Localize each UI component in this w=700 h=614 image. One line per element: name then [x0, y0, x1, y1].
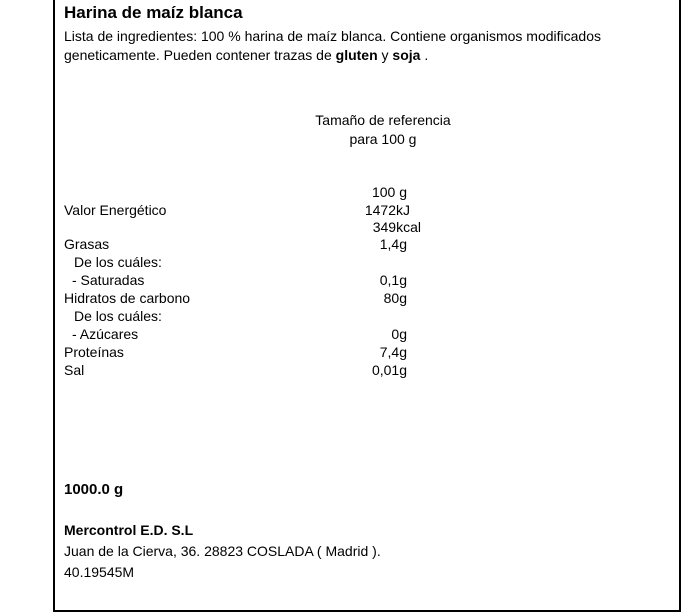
- saturated-label: - Saturadas: [72, 272, 145, 288]
- energy-kj-value: 1472kJ: [364, 202, 410, 218]
- saturated-value: 0,1g: [379, 272, 407, 288]
- product-title: Harina de maíz blanca: [64, 3, 243, 22]
- allergen-soja: soja: [392, 47, 421, 63]
- allergen-gluten: gluten: [335, 47, 378, 63]
- ingredients-connector: y: [377, 47, 393, 63]
- sugars-label: - Azúcares: [72, 326, 139, 342]
- company-address: Juan de la Cierva, 36. 28823 COSLADA ( Madrid ).: [64, 543, 381, 559]
- protein-value: 7,4g: [379, 344, 407, 360]
- carbs-label: Hidratos de carbono: [64, 290, 191, 306]
- nutrition-column-header: 100 g: [371, 184, 407, 200]
- carbs-of-which-label: De los cuáles:: [74, 308, 162, 324]
- ingredients-text: Lista de ingredientes: 100 % harina de maíz blanca. Contiene organismos modificados geneticamente. Pueden contener trazas de: [64, 28, 601, 63]
- ingredients-suffix: .: [420, 47, 429, 63]
- reference-line-2: para 100 g: [349, 131, 417, 147]
- fat-label: Grasas: [64, 236, 110, 252]
- company-name: Mercontrol E.D. S.L: [64, 522, 194, 538]
- carbs-value: 80g: [383, 290, 407, 306]
- label-frame: [53, 0, 681, 612]
- fat-of-which-label: De los cuáles:: [74, 254, 162, 270]
- protein-label: Proteínas: [64, 344, 124, 360]
- energy-kcal-value: 349kcal: [372, 219, 421, 235]
- ingredients-list: [64, 27, 664, 65]
- sugars-value: 0g: [391, 326, 407, 342]
- salt-value: 0,01g: [371, 362, 407, 378]
- reference-size: [315, 111, 450, 149]
- net-weight: 1000.0 g: [64, 481, 124, 498]
- reference-line-1: Tamaño de referencia: [315, 112, 451, 128]
- fat-value: 1,4g: [379, 236, 407, 252]
- registration-code: 40.19545M: [64, 564, 135, 580]
- salt-label: Sal: [64, 362, 85, 378]
- energy-label: Valor Energético: [64, 202, 167, 218]
